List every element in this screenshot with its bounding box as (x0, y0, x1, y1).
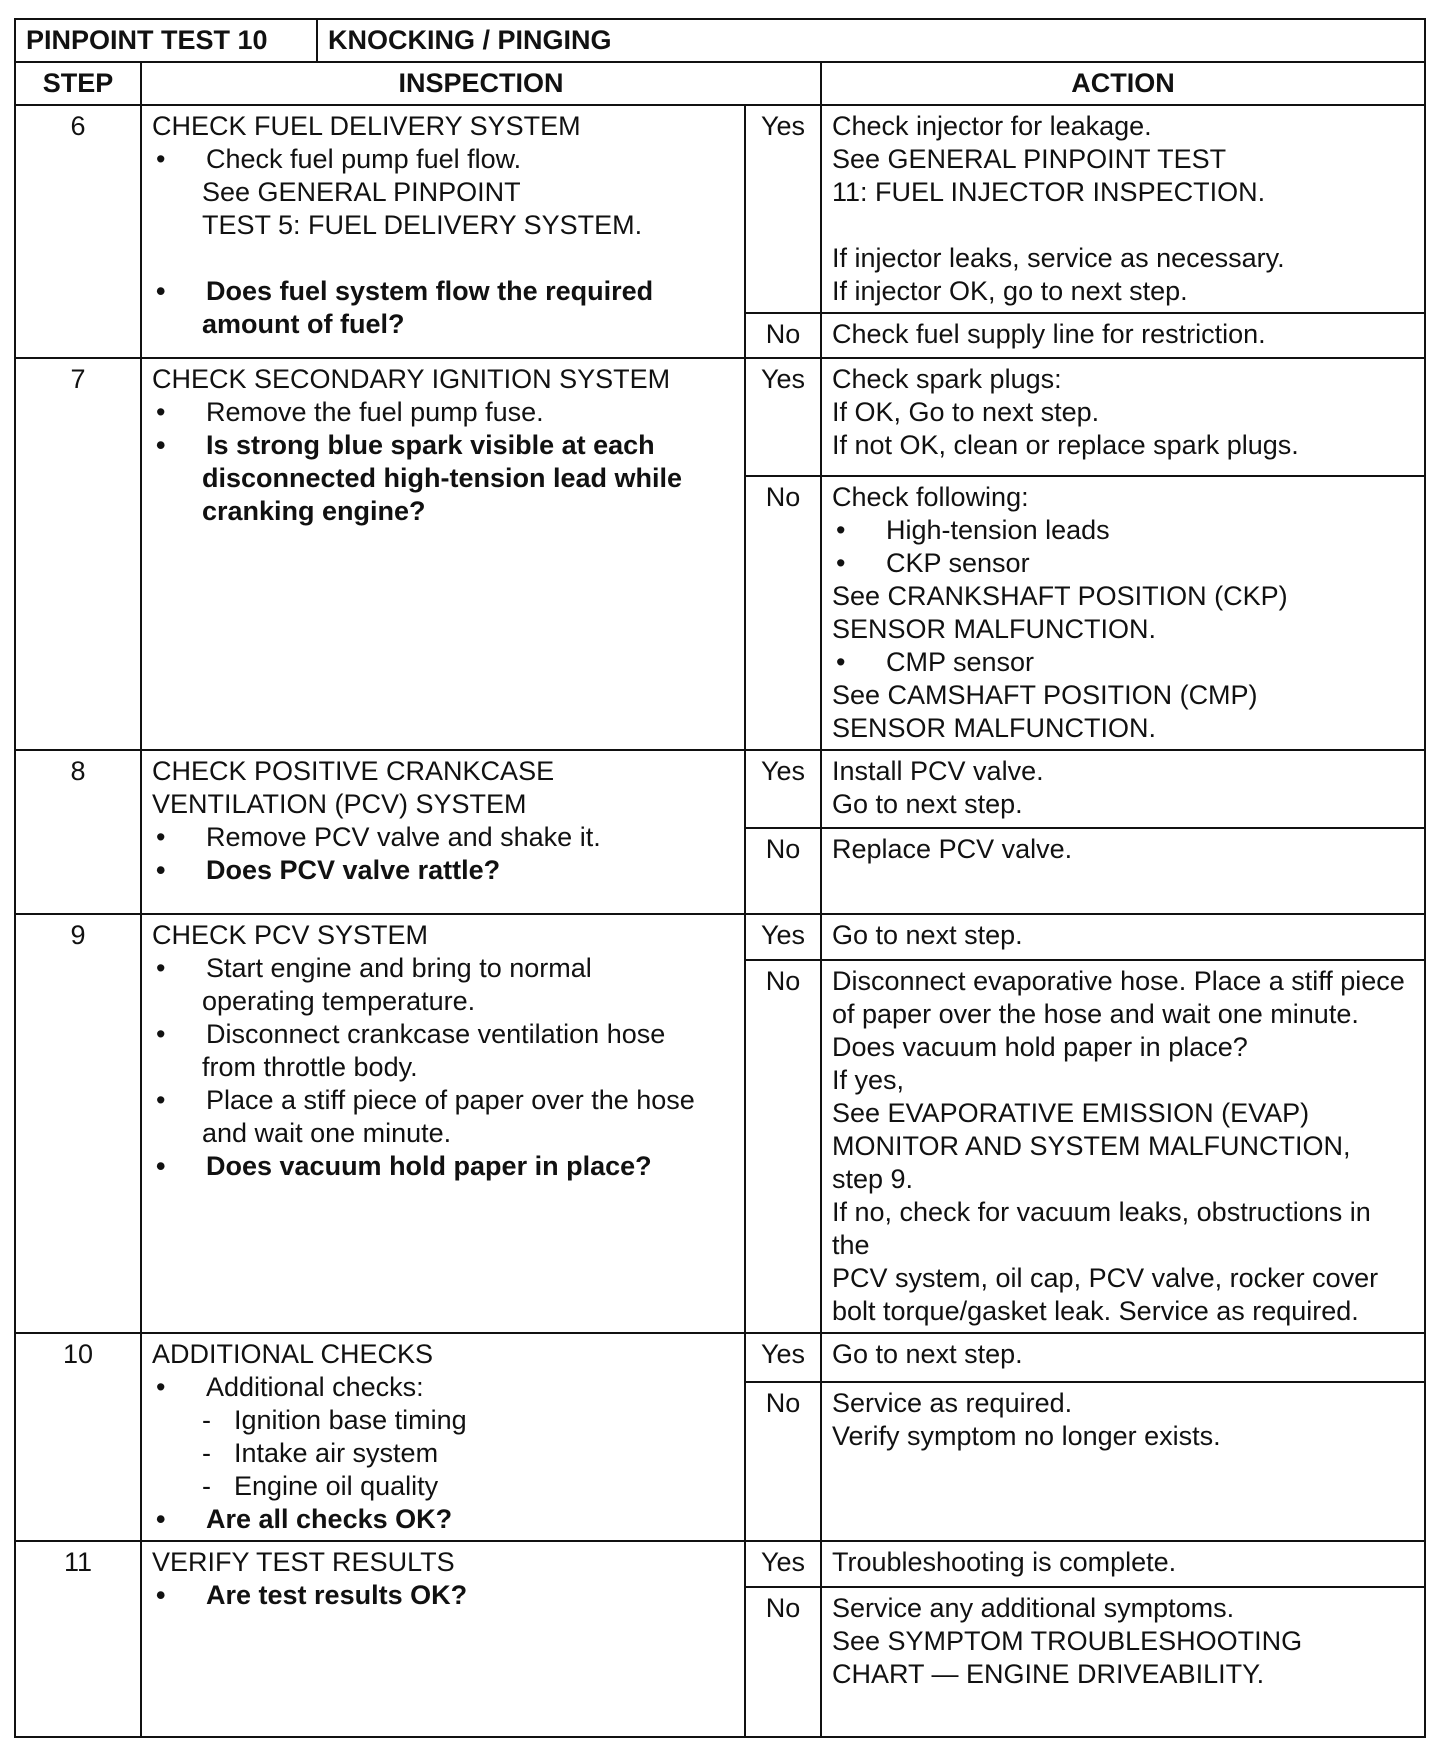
inspection-cell (141, 105, 745, 358)
bullet: • (836, 515, 846, 545)
action-line: Service as required. (832, 1388, 1073, 1419)
inspection-question: Is strong blue spark visible at each (206, 430, 655, 460)
inspection-column-header: INSPECTION (141, 62, 821, 105)
action-line: PCV system, oil cap, PCV valve, rocker cover (832, 1263, 1379, 1293)
inspection-title: CHECK PCV SYSTEM (152, 920, 429, 950)
step-row (15, 914, 1425, 960)
inspection-cell (141, 358, 745, 750)
action-line: Check injector for leakage. (832, 111, 1152, 141)
no-label: No (745, 476, 821, 750)
action-line: Replace PCV valve. (832, 834, 1073, 864)
bullet: • (836, 647, 846, 677)
yes-label: Yes (745, 358, 821, 476)
action-line: If not OK, clean or replace spark plugs. (832, 430, 1299, 460)
inspection-title: CHECK POSITIVE CRANKCASE (152, 756, 555, 786)
action-line: Check following: (832, 482, 1029, 512)
inspection-instruction: Ignition base timing (234, 1405, 467, 1435)
inspection-question: Does fuel system flow the required (206, 276, 654, 306)
bullet: • (156, 397, 166, 427)
test-header-row (15, 19, 1425, 62)
inspection-instruction: from throttle body. (202, 1052, 418, 1082)
inspection-title: ADDITIONAL CHECKS (152, 1339, 434, 1369)
inspection-question: Are test results OK? (206, 1580, 468, 1610)
no-label: No (745, 1587, 821, 1737)
no-action (821, 313, 1425, 358)
pinpoint-test-table (14, 18, 1426, 1738)
action-line: See SYMPTOM TROUBLESHOOTING (832, 1626, 1303, 1656)
action-line: Troubleshooting is complete. (832, 1547, 1177, 1577)
inspection-instruction: Remove the fuel pump fuse. (206, 397, 544, 427)
action-line: MONITOR AND SYSTEM MALFUNCTION, (832, 1131, 1351, 1161)
inspection-cell (141, 914, 745, 1333)
yes-action (821, 1333, 1425, 1382)
step-row (15, 358, 1425, 476)
action-line: step 9. (832, 1164, 914, 1194)
inspection-cell (141, 1333, 745, 1541)
dash: - (202, 1438, 211, 1468)
yes-label: Yes (745, 750, 821, 828)
inspection-instruction: Disconnect crankcase ventilation hose (206, 1019, 666, 1049)
inspection-question: Are all checks OK? (206, 1504, 453, 1534)
step-number: 6 (15, 105, 141, 358)
no-action (821, 1587, 1425, 1737)
no-action (821, 1382, 1425, 1541)
action-line: See GENERAL PINPOINT TEST (832, 144, 1227, 174)
inspection-cell (141, 750, 745, 914)
step-number: 9 (15, 914, 141, 1333)
bullet: • (156, 855, 166, 885)
inspection-instruction: Start engine and bring to normal (206, 953, 592, 983)
inspection-title: CHECK FUEL DELIVERY SYSTEM (152, 111, 581, 141)
action-line: If injector leaks, service as necessary. (832, 243, 1285, 273)
action-line: bolt torque/gasket leak. Service as required. (832, 1296, 1359, 1326)
bullet: • (156, 1019, 166, 1049)
yes-action (821, 750, 1425, 828)
step-number: 11 (15, 1541, 141, 1737)
action-line: Verify symptom no longer exists. (832, 1421, 1221, 1452)
dash: - (202, 1405, 211, 1435)
inspection-instruction: operating temperature. (202, 986, 476, 1016)
action-line: CHART — ENGINE DRIVEABILITY. (832, 1659, 1265, 1689)
bullet: • (156, 1372, 166, 1402)
inspection-instruction: Intake air system (234, 1438, 439, 1468)
inspection-question: amount of fuel? (202, 309, 405, 339)
action-line: SENSOR MALFUNCTION. (832, 713, 1157, 743)
step-number: 10 (15, 1333, 141, 1541)
dash: - (202, 1471, 211, 1501)
action-line: Go to next step. (832, 920, 1023, 950)
action-line: Install PCV valve. (832, 756, 1044, 786)
step-column-header: STEP (15, 62, 141, 105)
inspection-question: Does vacuum hold paper in place? (206, 1151, 652, 1181)
action-line: Service any additional symptoms. (832, 1593, 1235, 1623)
inspection-instruction: Remove PCV valve and shake it. (206, 822, 601, 852)
action-line: If injector OK, go to next step. (832, 276, 1188, 306)
action-line: CMP sensor (886, 647, 1035, 677)
inspection-instruction: See GENERAL PINPOINT (202, 177, 521, 207)
no-action (821, 960, 1425, 1333)
action-line: CKP sensor (886, 548, 1030, 578)
test-title: KNOCKING / PINGING (317, 19, 1425, 62)
inspection-instruction: and wait one minute. (202, 1118, 452, 1148)
action-line: See EVAPORATIVE EMISSION (EVAP) (832, 1098, 1310, 1128)
yes-action (821, 105, 1425, 313)
bullet: • (156, 144, 166, 174)
no-label: No (745, 1382, 821, 1541)
bullet: • (156, 276, 166, 306)
inspection-instruction: Check fuel pump fuel flow. (206, 144, 522, 174)
no-label: No (745, 960, 821, 1333)
bullet: • (156, 1151, 166, 1181)
action-line: Go to next step. (832, 1339, 1023, 1369)
step-number: 7 (15, 358, 141, 750)
action-line: SENSOR MALFUNCTION. (832, 614, 1157, 644)
inspection-instruction: Engine oil quality (234, 1471, 439, 1501)
yes-action (821, 914, 1425, 960)
bullet: • (156, 1580, 166, 1610)
yes-action (821, 1541, 1425, 1587)
action-line: Disconnect evaporative hose. Place a stiff piece (832, 966, 1405, 996)
action-line: If no, check for vacuum leaks, obstructions in the (832, 1197, 1371, 1260)
inspection-instruction: Place a stiff piece of paper over the hose (206, 1085, 695, 1115)
action-line: of paper over the hose and wait one minute. (832, 999, 1359, 1029)
action-line: 11: FUEL INJECTOR INSPECTION. (832, 177, 1266, 207)
action-line: If yes, (832, 1065, 905, 1095)
action-line: High-tension leads (886, 515, 1110, 545)
inspection-cell (141, 1541, 745, 1737)
step-row (15, 105, 1425, 313)
bullet: • (156, 1085, 166, 1115)
inspection-title: CHECK SECONDARY IGNITION SYSTEM (152, 364, 671, 394)
inspection-question: disconnected high-tension lead while (202, 463, 683, 493)
bullet: • (836, 548, 846, 578)
no-action (821, 476, 1425, 750)
bullet: • (156, 822, 166, 852)
no-label: No (745, 828, 821, 914)
step-number: 8 (15, 750, 141, 914)
yes-label: Yes (745, 1541, 821, 1587)
inspection-instruction: TEST 5: FUEL DELIVERY SYSTEM. (202, 210, 643, 240)
inspection-instruction: Additional checks: (206, 1372, 424, 1402)
bullet: • (156, 1504, 166, 1534)
bullet: • (156, 953, 166, 983)
no-label: No (745, 313, 821, 358)
pinpoint-test-sheet (14, 18, 1424, 1738)
action-line: See CRANKSHAFT POSITION (CKP) (832, 581, 1288, 611)
action-column-header: ACTION (821, 62, 1425, 105)
inspection-title: VERIFY TEST RESULTS (152, 1547, 455, 1577)
no-action (821, 828, 1425, 914)
action-line: If OK, Go to next step. (832, 397, 1100, 427)
column-header-row (15, 62, 1425, 105)
step-row (15, 1333, 1425, 1382)
yes-label: Yes (745, 1333, 821, 1382)
action-line: Does vacuum hold paper in place? (832, 1032, 1248, 1062)
step-row (15, 750, 1425, 828)
test-id: PINPOINT TEST 10 (15, 19, 317, 62)
step-row (15, 1541, 1425, 1587)
action-line: See CAMSHAFT POSITION (CMP) (832, 680, 1258, 710)
action-line: Check spark plugs: (832, 364, 1062, 394)
yes-label: Yes (745, 105, 821, 313)
inspection-question: cranking engine? (202, 496, 426, 526)
action-line: Check fuel supply line for restriction. (832, 319, 1266, 349)
yes-label: Yes (745, 914, 821, 960)
inspection-question: Does PCV valve rattle? (206, 855, 501, 885)
bullet: • (156, 430, 166, 460)
inspection-title: VENTILATION (PCV) SYSTEM (152, 789, 527, 819)
action-line: Go to next step. (832, 789, 1023, 819)
yes-action (821, 358, 1425, 476)
